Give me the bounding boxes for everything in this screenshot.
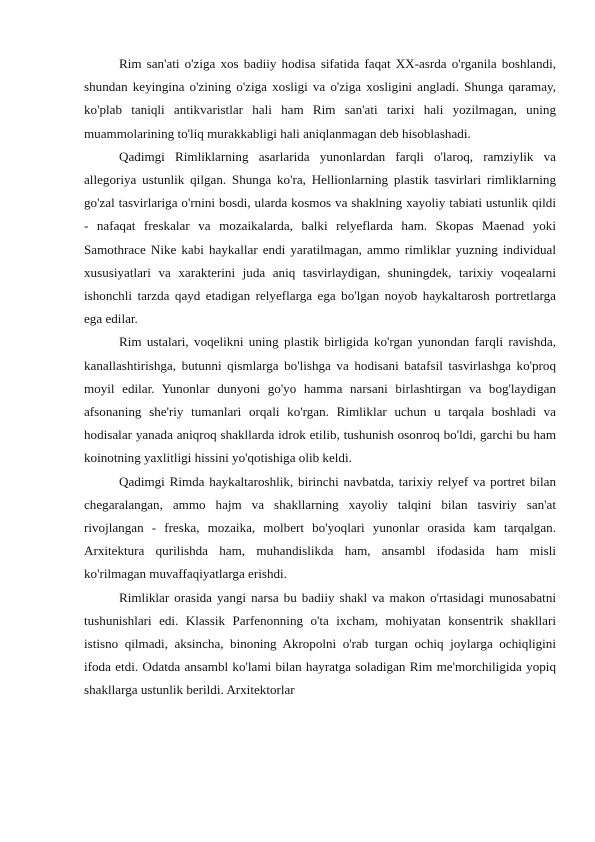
document-page <box>84 52 556 702</box>
paragraph-5: Rimliklar orasida yangi narsa bu badiiy shakl va makon o'rtasidagi munosabatni tushunishlari edi. Klassik Parfenonning o'ta ixcham, mohiyatan konsentrik shakllari istisno qilmadi, aksincha, binoning Akropolni o'rab turgan ochiq joylarga ochiqligini ifoda etdi. Odatda ansambl ko'lami bilan hayratga soladigan Rim me'morchiligida yopiq shakllarga ustunlik berildi. Arxitektorlar <box>84 589 556 698</box>
paragraph-2: Qadimgi Rimliklarning asarlarida yunonlardan farqli o'laroq, ramziylik va allegoriya ustunlik qilgan. Shunga ko'ra, Hellionlarning plastik tasvirlari rimliklarning go'zal tasvirlariga o'rnini bosdi, ularda kosmos va shaklning xayoliy tabiati ustunlik qildi - nafaqat freskalar va mozaikalarda, balki relyeflarda ham. Skopas Maenad yoki Samothrace Nike kabi haykallar endi yaratilmagan, ammo rimliklar yuzning individual xususiyatlari va xarakterini juda aniq tasvirlaydigan, shuningdek, tarixiy voqealarni ishonchli tarzda qayd etadigan relyeflarga ega bo'lgan noyob haykaltarosh portretlarga ega edilar. <box>84 148 556 327</box>
paragraph-1: Rim san'ati o'ziga xos badiiy hodisa sifatida faqat XX-asrda o'rganila boshlandi, shundan keyingina o'zining o'ziga xosligi va o'ziga xosligini angladi. Shunga qaramay, ko'plab taniqli antikvaristlar hali ham Rim san'ati tarixi hali yozilmagan, uning muammolarining to'liq murakkabligi hali aniqlanmagan deb hisoblashadi. <box>84 56 556 141</box>
paragraph-4: Qadimgi Rimda haykaltaroshlik, birinchi navbatda, tarixiy relyef va portret bilan chegaralangan, ammo hajm va shakllarning xayoliy talqini bilan tasviriy san'at rivojlangan - freska, mozaika, molbert bo'yoqlari yunonlar orasida kam tarqalgan. Arxitektura qurilishda ham, muhandislikda ham, ansambl ifodasida ham misli ko'rilmagan muvaffaqiyatlarga erishdi. <box>84 473 556 582</box>
paragraph-3: Rim ustalari, voqelikni uning plastik birligida ko'rgan yunondan farqli ravishda, kanallashtirishga, butunni qismlarga bo'lishga va hodisani batafsil tasvirlashga ko'proq moyil edilar. Yunonlar dunyoni go'yo hamma narsani birlashtirgan va bog'laydigan afsonaning she'riy tumanlari orqali ko'rgan. Rimliklar uchun u tarqala boshladi va hodisalar yanada aniqroq shakllarda idrok etilib, tushunish osonroq bo'ldi, garchi bu ham koinotning yaxlitligi hissini yo'qotishiga olib keldi. <box>84 334 556 466</box>
